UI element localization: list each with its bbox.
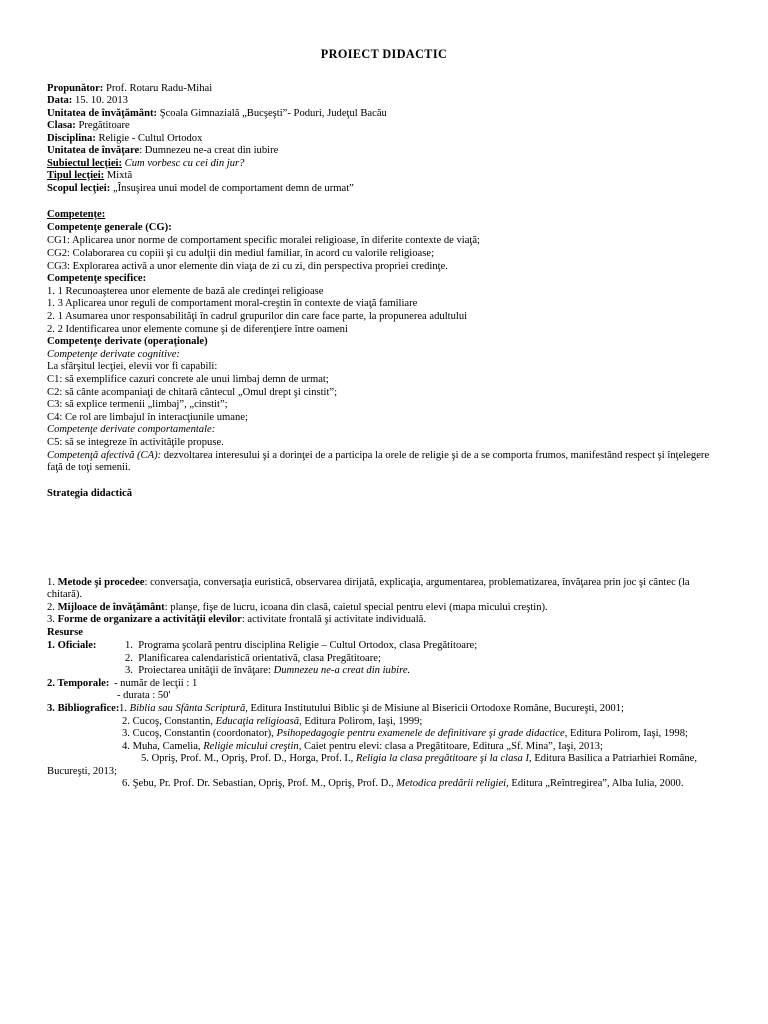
bib-text: Editura „Reîntregirea”, Alba Iulia, 2000. (508, 778, 684, 789)
bib-item (122, 716, 422, 728)
c2-line: C2: să cânte acompaniaţi de chitară cântecul „Omul drept şi cinstit”; (47, 387, 338, 398)
page-title: PROIECT DIDACTIC (320, 47, 448, 61)
c3-line: C3: să explice termenii „limbaj”, „cinstit”; (47, 399, 228, 410)
oficiale-item (125, 640, 477, 652)
oficiale-item (125, 653, 381, 665)
subiectul-value: Cum vorbesc cu cei din jur? (122, 158, 245, 169)
scopul-line (47, 183, 354, 195)
oficiale-item (125, 665, 410, 677)
bib-item (122, 778, 684, 790)
oficiale-italic: Dumnezeu ne-a creat din iubire. (273, 665, 411, 676)
afectiva-line (47, 450, 709, 462)
bib-item-continued: Bucureşti, 2013; (47, 766, 118, 777)
unitatea-invatamant-line (47, 108, 387, 120)
bib-text: , Editura Basilica a Patriarhiei Române, (529, 753, 698, 764)
disciplina-line (47, 133, 202, 145)
disciplina-value: Religie - Cultul Ortodox (95, 133, 203, 144)
data-value: 15. 10. 2013 (72, 95, 128, 106)
competente-derivate-heading: Competenţe derivate (operaţionale) (47, 336, 208, 347)
bib-title: Psihopedagogie pentru examenele de definitivare şi grade didactice (276, 728, 565, 739)
clasa-value: Pregătitoare (75, 120, 130, 131)
cg2-line: CG2: Colaborarea cu copiii şi cu adulţii din mediul familiar, în acord cu valorile religioase; (47, 248, 435, 259)
bib-title: Religie micului creştin (203, 741, 299, 752)
afectiva-line-2: faţă de toţi semenii. (47, 462, 131, 473)
metode-num: 1. (47, 577, 58, 588)
propunator-line (47, 83, 212, 95)
oficiale-label: 1. Oficiale: (47, 640, 97, 651)
unitatea-invatare-line (47, 145, 278, 157)
bib-text: 2. Cucoş, Constantin, (122, 716, 216, 727)
competente-specifice-heading: Competenţe specifice: (47, 273, 147, 284)
bib-item (119, 703, 624, 715)
tipul-label: Tipul lecţiei: (47, 170, 105, 181)
metode-line-2: chitară). (47, 589, 82, 600)
subiectul-line (47, 158, 244, 170)
bib-title: Religia la clasa pregătitoare şi la clasa I (355, 753, 530, 764)
cg3-line: CG3: Explorarea activă a unor elemente din viaţa de zi cu zi, din perspectiva propriei credinţe. (47, 261, 448, 272)
unitatea-invatamant-label: Unitatea de învăţământ: (47, 108, 158, 119)
subiectul-label: Subiectul lecţiei: (47, 158, 123, 169)
tipul-value: Mixtă (104, 170, 133, 181)
clasa-line (47, 120, 130, 132)
bib-text: 1. (119, 703, 130, 714)
bib-text: , Editura Polirom, Iaşi, 1998; (564, 728, 688, 739)
propunator-value: Prof. Rotaru Radu-Mihai (103, 83, 213, 94)
bib-title: Biblia sau Sfânta Scriptură (129, 703, 246, 714)
propunator-label: Propunător: (47, 83, 104, 94)
scopul-label: Scopul lecţiei: (47, 183, 111, 194)
metode-line (47, 577, 690, 589)
cs-1-1-line: 1. 1 Recunoaşterea unor elemente de bază ale credinţei religioase (47, 286, 324, 297)
forme-label: Forme de organizare a activităţii elevilor (57, 614, 242, 625)
bib-item (122, 741, 603, 753)
forme-num: 3. (47, 614, 58, 625)
bib-title: Metodica predării religiei, (396, 778, 509, 789)
afectiva-label: Competenţă afectivă (CA): (47, 450, 162, 461)
bib-text: , Editura Institutului Biblic şi de Misiune al Bisericii Ortodoxe Române, Bucureşti, 2001; (245, 703, 624, 714)
scopul-value: „Însuşirea unui model de comportament demn de urmat” (110, 183, 354, 194)
bib-item (122, 728, 688, 740)
bib-text: , Caiet pentru elevi: clasa a Pregătitoare, Editura „Sf. Mina”, Iaşi, 2013; (298, 741, 603, 752)
cs-2-1-line: 2. 1 Asumarea unor responsabilităţi în cadrul grupurilor din care face parte, la propunerea adultului (47, 311, 468, 322)
c5-line: C5: să se integreze în activităţile propuse. (47, 437, 224, 448)
mijloace-line (47, 602, 548, 614)
oficiale-text: Programa şcolară pentru disciplina Religie – Cultul Ortodox, clasa Pregătitoare; (138, 640, 478, 651)
comportamentale-heading: Competenţe derivate comportamentale: (47, 424, 216, 435)
bib-text: 5. Opriş, Prof. M., Opriş, Prof. D., Horga, Prof. I., (141, 753, 356, 764)
metode-label: Metode şi procedee (57, 577, 145, 588)
clasa-label: Clasa: (47, 120, 76, 131)
unitatea-invatare-value: : Dumnezeu ne-a creat din iubire (139, 145, 279, 156)
mijloace-label: Mijloace de învăţământ (57, 602, 165, 613)
forme-text: : activitate frontală şi activitate individuală. (241, 614, 426, 625)
unitatea-invatamant-value: Şcoala Gimnazială „Bucşeşti”- Poduri, Judeţul Bacău (157, 108, 387, 119)
bib-text: 6. Şebu, Pr. Prof. Dr. Sebastian, Opriş, Prof. M., Opriş, Prof. D., (122, 778, 397, 789)
mijloace-num: 2. (47, 602, 58, 613)
cs-1-3-line: 1. 3 Aplicarea unor reguli de comportament moral-creştin în contexte de viaţă familiare (47, 298, 418, 309)
cognitive-heading: Competenţe derivate cognitive: (47, 349, 180, 360)
intro-line: La sfârşitul lecţiei, elevii vor fi capabili: (47, 361, 218, 372)
cg1-line: CG1: Aplicarea unor norme de comportament specific moralei religioase, în diferite contexte de viaţă; (47, 235, 481, 246)
c4-line: C4: Ce rol are limbajul în interacţiunile umane; (47, 412, 248, 423)
c1-line: C1: să exemplifice cazuri concrete ale unui limbaj demn de urmat; (47, 374, 329, 385)
resurse-heading: Resurse (47, 627, 83, 638)
temporale-item: - număr de lecţii : 1 (114, 678, 198, 689)
oficiale-num: 3. (125, 665, 133, 676)
tipul-line (47, 170, 132, 182)
bibliografice-label: 3. Bibliografice: (47, 703, 120, 714)
disciplina-label: Disciplina: (47, 133, 96, 144)
competente-generale-heading: Competenţe generale (CG): (47, 222, 172, 233)
oficiale-num: 1. (125, 640, 133, 651)
bib-title: Educaţia religioasă (215, 716, 300, 727)
temporale-item: - durata : 50' (117, 690, 171, 701)
oficiale-text: Proiectarea unităţii de învăţare: (138, 665, 274, 676)
cs-2-2-line: 2. 2 Identificarea unor elemente comune şi de diferenţiere între oameni (47, 324, 348, 335)
mijloace-text: : planşe, fişe de lucru, icoana din clasă, caietul special pentru elevi (mapa micului creştin). (164, 602, 548, 613)
forme-line (47, 614, 426, 626)
bib-text: 4. Muha, Camelia, (122, 741, 204, 752)
bib-text: , Editura Polirom, Iaşi, 1999; (299, 716, 423, 727)
oficiale-num: 2. (125, 653, 133, 664)
competente-heading: Competenţe: (47, 209, 106, 220)
unitatea-invatare-label: Unitatea de învăţare (47, 145, 140, 156)
metode-text: : conversaţia, conversaţia euristică, observarea dirijată, explicaţia, argumentarea, problematizarea, învăţarea prin joc şi cântec (la (144, 577, 690, 588)
bib-text: 3. Cucoş, Constantin (coordonator), (122, 728, 277, 739)
temporale-label: 2. Temporale: (47, 678, 110, 689)
strategia-heading: Strategia didactică (47, 488, 133, 499)
oficiale-text: Planificarea calendaristică orientativă, clasa Pregătitoare; (138, 653, 381, 664)
bib-item (141, 753, 697, 765)
data-line (47, 95, 128, 107)
data-label: Data: (47, 95, 73, 106)
afectiva-text: dezvoltarea interesului şi a dorinţei de a participa la orele de religie şi de a se comporta frumos, manifestând respect şi înţelegere (161, 450, 710, 461)
